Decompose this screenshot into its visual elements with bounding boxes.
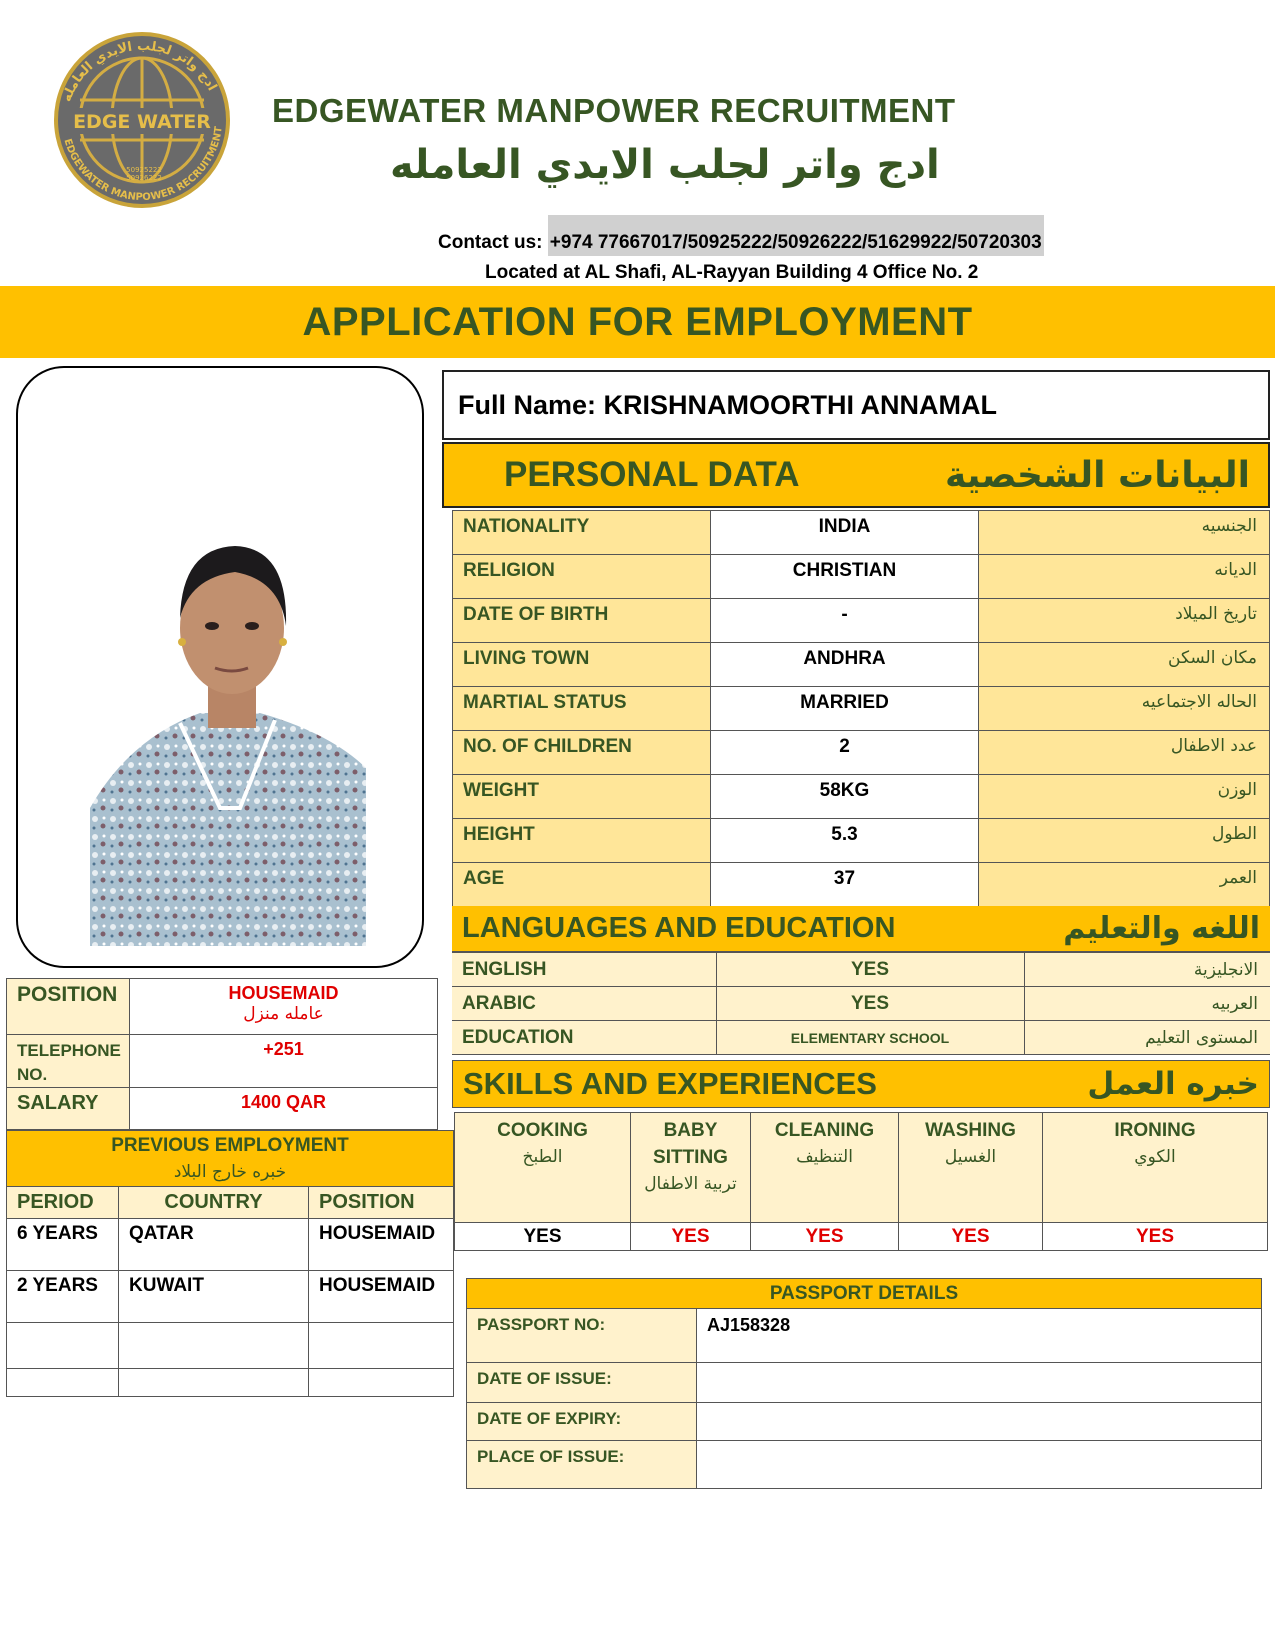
position-value-en: HOUSEMAID	[228, 983, 339, 1003]
skills-title-en: SKILLS AND EXPERIENCES	[463, 1066, 877, 1101]
skill-label: BABY SITTING	[653, 1120, 728, 1168]
personal-data-header	[442, 442, 1270, 508]
skill-value: YES	[631, 1223, 751, 1251]
field-label: MARTIAL STATUS	[453, 687, 711, 731]
position-value-ar: عامله منزل	[243, 1004, 324, 1024]
table-row	[453, 863, 1270, 907]
field-value: CHRISTIAN	[711, 555, 979, 599]
logo-ring-en: EDGEWATER MANPOWER RECRUITMENT	[61, 125, 225, 204]
field-label-ar: الوزن	[979, 775, 1270, 819]
empty-cell	[309, 1369, 454, 1397]
country-cell: KUWAIT	[119, 1271, 309, 1323]
table-row	[453, 511, 1270, 555]
skill-value: YES	[751, 1223, 899, 1251]
column-position: POSITION	[309, 1187, 454, 1219]
period-cell: 6 YEARS	[7, 1219, 119, 1271]
skill-label-ar: الطبخ	[522, 1147, 563, 1167]
field-value: 58KG	[711, 775, 979, 819]
full-name-value: KRISHNAMOORTHI ANNAMAL	[603, 389, 997, 420]
language-label: ENGLISH	[452, 953, 716, 987]
previous-employment-table	[6, 1130, 454, 1397]
field-label: NATIONALITY	[453, 511, 711, 555]
passport-table	[466, 1278, 1262, 1489]
passport-title: PASSPORT DETAILS	[467, 1279, 1262, 1309]
skills-header-row	[455, 1113, 1268, 1223]
country-cell: QATAR	[119, 1219, 309, 1271]
date-of-issue-value	[697, 1363, 1262, 1403]
skills-header	[452, 1060, 1270, 1108]
field-label: WEIGHT	[453, 775, 711, 819]
previous-employment-title-en: PREVIOUS EMPLOYMENT	[111, 1134, 349, 1156]
column-period: PERIOD	[7, 1187, 119, 1219]
table-row	[7, 1088, 438, 1130]
skill-washing	[899, 1113, 1043, 1223]
position-value	[130, 979, 438, 1035]
field-value: -	[711, 599, 979, 643]
languages-table	[452, 952, 1270, 1055]
table-row	[452, 1021, 1270, 1055]
field-label-ar: مكان السكن	[979, 643, 1270, 687]
logo-ring-ar: ادج واتر لجلب الايدي العامله	[59, 38, 220, 104]
logo-phone-1: 50925222	[126, 166, 162, 174]
page-title: APPLICATION FOR EMPLOYMENT	[302, 299, 973, 344]
contact-phones: +974 77667017/50925222/50926222/51629922/50720303	[548, 215, 1044, 256]
field-label-ar: العمر	[979, 863, 1270, 907]
table-row	[467, 1403, 1262, 1441]
skill-label: COOKING	[497, 1120, 588, 1141]
table-row	[452, 953, 1270, 987]
field-value: ANDHRA	[711, 643, 979, 687]
language-value: YES	[716, 953, 1024, 987]
table-row	[452, 987, 1270, 1021]
field-label: HEIGHT	[453, 819, 711, 863]
skill-ironing	[1043, 1113, 1268, 1223]
passport-no-label: PASSPORT NO:	[467, 1309, 697, 1363]
language-label-ar: العربيه	[1024, 987, 1270, 1021]
column-headers	[7, 1187, 454, 1219]
field-label-ar: الحاله الاجتماعيه	[979, 687, 1270, 731]
skills-values-row	[455, 1223, 1268, 1251]
empty-cell	[7, 1323, 119, 1369]
office-address: Located at AL Shafi, AL-Rayyan Building 4 Office No. 2	[485, 262, 979, 283]
skill-label-ar: الغسيل	[944, 1147, 997, 1167]
table-row	[467, 1309, 1262, 1363]
passport-no-value: AJ158328	[697, 1309, 1262, 1363]
contact-label: Contact us:	[438, 232, 548, 253]
table-row	[453, 687, 1270, 731]
table-row-empty	[7, 1323, 454, 1369]
company-name-en: EDGEWATER MANPOWER RECRUITMENT	[272, 92, 956, 129]
logo-phone-2: 50926222	[126, 174, 162, 182]
skill-cooking	[455, 1113, 631, 1223]
skill-cleaning	[751, 1113, 899, 1223]
table-row	[453, 819, 1270, 863]
skill-label-ar: التنظيف	[796, 1147, 853, 1167]
field-value: 2	[711, 731, 979, 775]
field-value: 5.3	[711, 819, 979, 863]
table-row	[453, 731, 1270, 775]
skills-title-ar: خبره العمل	[1087, 1066, 1259, 1102]
field-label-ar: عدد الاطفال	[979, 731, 1270, 775]
table-row	[7, 1271, 454, 1323]
table-row-empty	[7, 1369, 454, 1397]
table-row	[453, 599, 1270, 643]
languages-title-ar: اللغه والتعليم	[1063, 911, 1260, 946]
skill-value: YES	[455, 1223, 631, 1251]
field-value: MARRIED	[711, 687, 979, 731]
empty-cell	[119, 1323, 309, 1369]
skill-label: CLEANING	[774, 1120, 875, 1141]
telephone-value: +251	[130, 1035, 438, 1088]
date-of-expiry-label: DATE OF EXPIRY:	[467, 1403, 697, 1441]
previous-employment-title-ar: خبره خارج البلاد	[173, 1161, 287, 1182]
salary-value: 1400 QAR	[130, 1088, 438, 1130]
skill-label: WASHING	[925, 1120, 1016, 1141]
personal-data-table	[452, 510, 1270, 907]
language-label-ar: الانجليزية	[1024, 953, 1270, 987]
position-cell: HOUSEMAID	[309, 1219, 454, 1271]
applicant-photo-frame	[16, 366, 424, 968]
personal-data-title-ar: البيانات الشخصية	[945, 454, 1250, 496]
place-of-issue-value	[697, 1441, 1262, 1489]
table-row	[453, 555, 1270, 599]
table-row	[467, 1363, 1262, 1403]
telephone-label: TELEPHONE NO.	[7, 1035, 130, 1088]
date-of-expiry-value	[697, 1403, 1262, 1441]
field-label: LIVING TOWN	[453, 643, 711, 687]
empty-cell	[119, 1369, 309, 1397]
education-label-ar: المستوى التعليم	[1024, 1021, 1270, 1055]
languages-header	[452, 906, 1270, 952]
skills-table	[454, 1112, 1268, 1251]
field-label: RELIGION	[453, 555, 711, 599]
job-info-table	[6, 978, 438, 1130]
applicant-photo	[90, 508, 366, 946]
field-label-ar: الطول	[979, 819, 1270, 863]
company-name-ar: ادج واتر لجلب الايدي العامله	[390, 142, 940, 188]
company-logo	[44, 30, 240, 210]
field-label-ar: تاريخ الميلاد	[979, 599, 1270, 643]
field-label-ar: الديانه	[979, 555, 1270, 599]
skill-value: YES	[1043, 1223, 1268, 1251]
empty-cell	[7, 1369, 119, 1397]
field-value: INDIA	[711, 511, 979, 555]
date-of-issue-label: DATE OF ISSUE:	[467, 1363, 697, 1403]
position-cell: HOUSEMAID	[309, 1271, 454, 1323]
table-row	[467, 1441, 1262, 1489]
full-name-field	[442, 370, 1270, 440]
field-label-ar: الجنسيه	[979, 511, 1270, 555]
empty-cell	[309, 1323, 454, 1369]
languages-title-en: LANGUAGES AND EDUCATION	[462, 912, 896, 944]
previous-employment-header	[7, 1131, 454, 1187]
table-row	[453, 775, 1270, 819]
place-of-issue-label: PLACE OF ISSUE:	[467, 1441, 697, 1489]
table-row	[453, 643, 1270, 687]
title-banner	[0, 286, 1275, 358]
skill-baby-sitting	[631, 1113, 751, 1223]
field-label: DATE OF BIRTH	[453, 599, 711, 643]
field-value: 37	[711, 863, 979, 907]
logo-text: EDGE WATER	[73, 111, 211, 133]
language-value: YES	[716, 987, 1024, 1021]
field-label: AGE	[453, 863, 711, 907]
skill-label: IRONING	[1114, 1120, 1196, 1141]
table-row	[7, 979, 438, 1035]
personal-data-title-en: PERSONAL DATA	[504, 455, 800, 494]
column-country: COUNTRY	[119, 1187, 309, 1219]
contact-info	[438, 206, 1044, 256]
skill-label-ar: تربية الاطفال	[644, 1174, 737, 1194]
table-row	[7, 1035, 438, 1088]
education-label: EDUCATION	[452, 1021, 716, 1055]
skill-value: YES	[899, 1223, 1043, 1251]
full-name-label: Full Name:	[458, 389, 604, 420]
field-label: NO. OF CHILDREN	[453, 731, 711, 775]
language-label: ARABIC	[452, 987, 716, 1021]
position-label: POSITION	[7, 979, 130, 1035]
period-cell: 2 YEARS	[7, 1271, 119, 1323]
table-row	[7, 1219, 454, 1271]
education-value: ELEMENTARY SCHOOL	[716, 1021, 1024, 1055]
salary-label: SALARY	[7, 1088, 130, 1130]
skill-label-ar: الكوي	[1134, 1147, 1176, 1167]
